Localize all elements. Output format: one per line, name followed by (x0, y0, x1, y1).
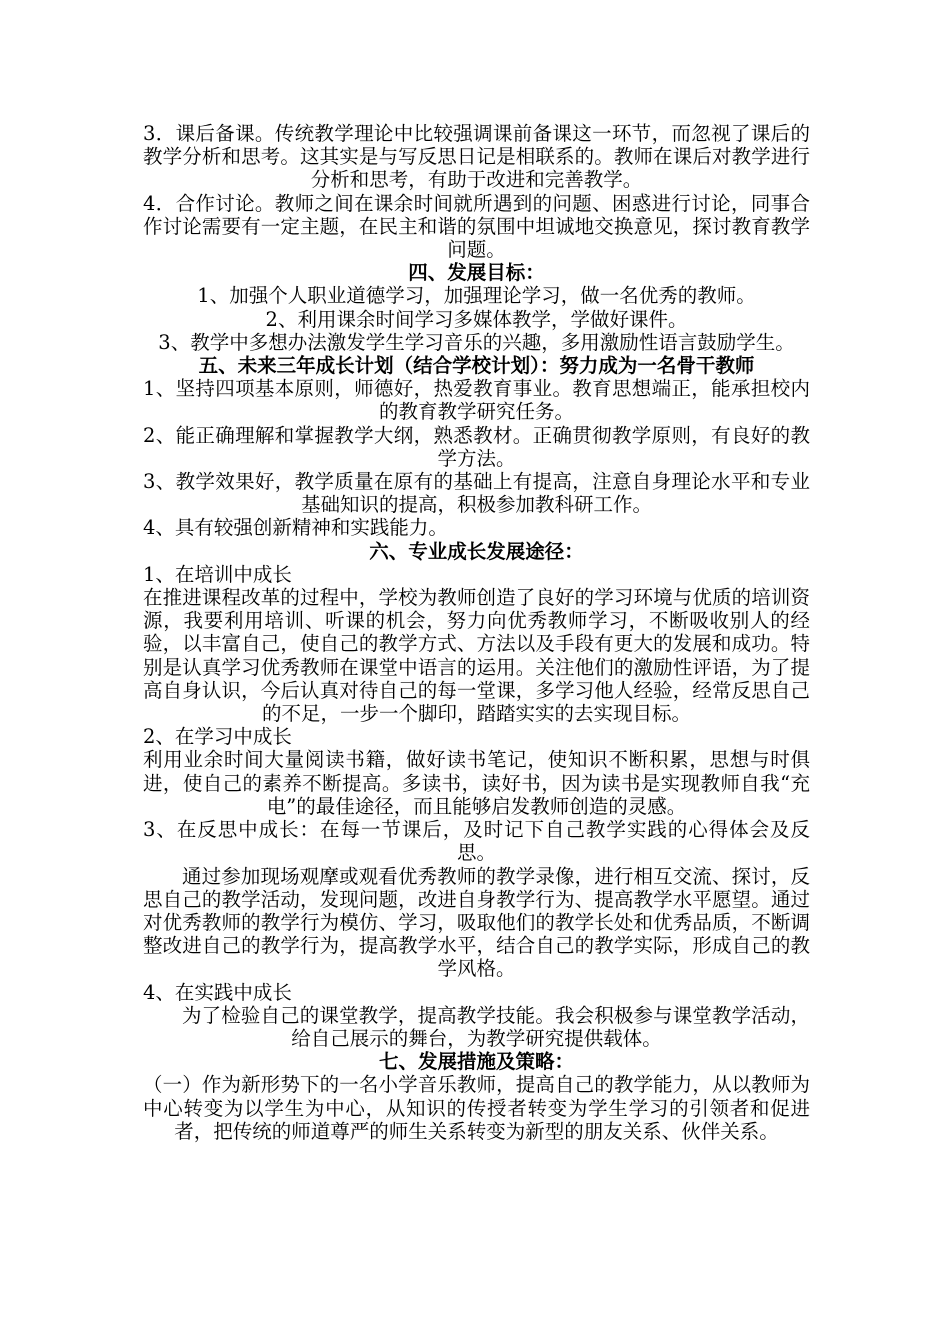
section-heading-measures: 七、发展措施及策略： (378, 1050, 574, 1074)
paragraph-after-class-preparation: 3．课后备课。传统教学理论中比较强调课前备课这一环节，而忽视了课后的教学分析和思考。这其实是与写反思日记是相联系的。教师在课后对教学进行分析和思考，有助于改进和完善教学。 (143, 122, 810, 192)
plan-item-1: 1、坚持四项基本原则，师德好，热爱教育事业。教育思想端正，能承担校内的教育教学研究任务。 (143, 377, 810, 424)
goal-item-1: 1、加强个人职业道德学习，加强理论学习，做一名优秀的教师。 (197, 284, 756, 308)
plan-item-3: 3、教学效果好，教学质量在原有的基础上有提高，注意自身理论水平和专业基础知识的提高，积极参加教科研工作。 (143, 470, 810, 517)
paragraph-reflection: 3、在反思中成长：在每一节课后，及时记下自己教学实践的心得体会及反思。 (143, 818, 810, 865)
path-subheading-practice: 4、在实践中成长 (143, 980, 292, 1004)
section-heading-growth-paths: 六、专业成长发展途径： (369, 539, 584, 563)
paragraph-cooperative-discussion: 4．合作讨论。教师之间在课余时间就所遇到的问题、困惑进行讨论，同事合作讨论需要有一定主题，在民主和谐的氛围中坦诚地交换意见，探讨教育教学问题。 (143, 191, 810, 262)
path-subheading-training: 1、在培训中成长 (143, 562, 292, 586)
paragraph-practice: 为了检验自己的课堂教学，提高教学技能。我会积极参与课堂教学活动，给自己展示的舞台，为教学研究提供载体。 (182, 1003, 810, 1050)
document-page (143, 122, 810, 1143)
section-heading-development-goals: 四、发展目标： (408, 261, 545, 285)
plan-item-4: 4、具有较强创新精神和实践能力。 (143, 516, 448, 540)
paragraph-learning: 利用业余时间大量阅读书籍，做好读书笔记，使知识不断积累，思想与时俱进，使自己的素养不断提高。多读书，读好书，因为读书是实现教师自我“充电”的最佳途径，而且能够启发教师创造的灵感。 (143, 748, 810, 818)
goal-item-3: 3、教学中多想办法激发学生学习音乐的兴趣，多用激励性语言鼓励学生。 (158, 330, 795, 354)
goal-item-2: 2、利用课余时间学习多媒体教学，学做好课件。 (265, 307, 688, 331)
paragraph-observation: 通过参加现场观摩或观看优秀教师的教学录像，进行相互交流、探讨，反思自己的教学活动，发现问题，改进自身教学行为、提高教学水平愿望。通过对优秀教师的教学行为模仿、学习，吸取他们的教学长处和优秀品质，不断调整改进自己的教学行为，提高教学水平，结合自己的教学实际，形成自己的教学风格。 (143, 864, 810, 981)
paragraph-measure-1: （一）作为新形势下的一名小学音乐教师，提高自己的教学能力，从以教师为中心转变为以学生为中心，从知识的传授者转变为学生学习的引领者和促进者，把传统的师道尊严的师生关系转变为新型的朋友关系、伙伴关系。 (143, 1073, 810, 1143)
paragraph-training: 在推进课程改革的过程中，学校为教师创造了良好的学习环境与优质的培训资源，我要利用培训、听课的机会，努力向优秀教师学习，不断吸收别人的经验，以丰富自己，使自己的教学方式、方法以及手段有更大的发展和成功。特别是认真学习优秀教师在课堂中语言的运用。关注他们的激励性评语，为了提高自身认识，今后认真对待自己的每一堂课，多学习他人经验，经常反思自己的不足，一步一个脚印，踏踏实实的去实现目标。 (143, 586, 810, 726)
section-heading-three-year-plan: 五、未来三年成长计划（结合学校计划）：努力成为一名骨干教师 (198, 354, 755, 378)
path-subheading-learning: 2、在学习中成长 (143, 725, 292, 749)
plan-item-2: 2、能正确理解和掌握教学大纲，熟悉教材。正确贯彻教学原则，有良好的教学方法。 (143, 423, 810, 470)
